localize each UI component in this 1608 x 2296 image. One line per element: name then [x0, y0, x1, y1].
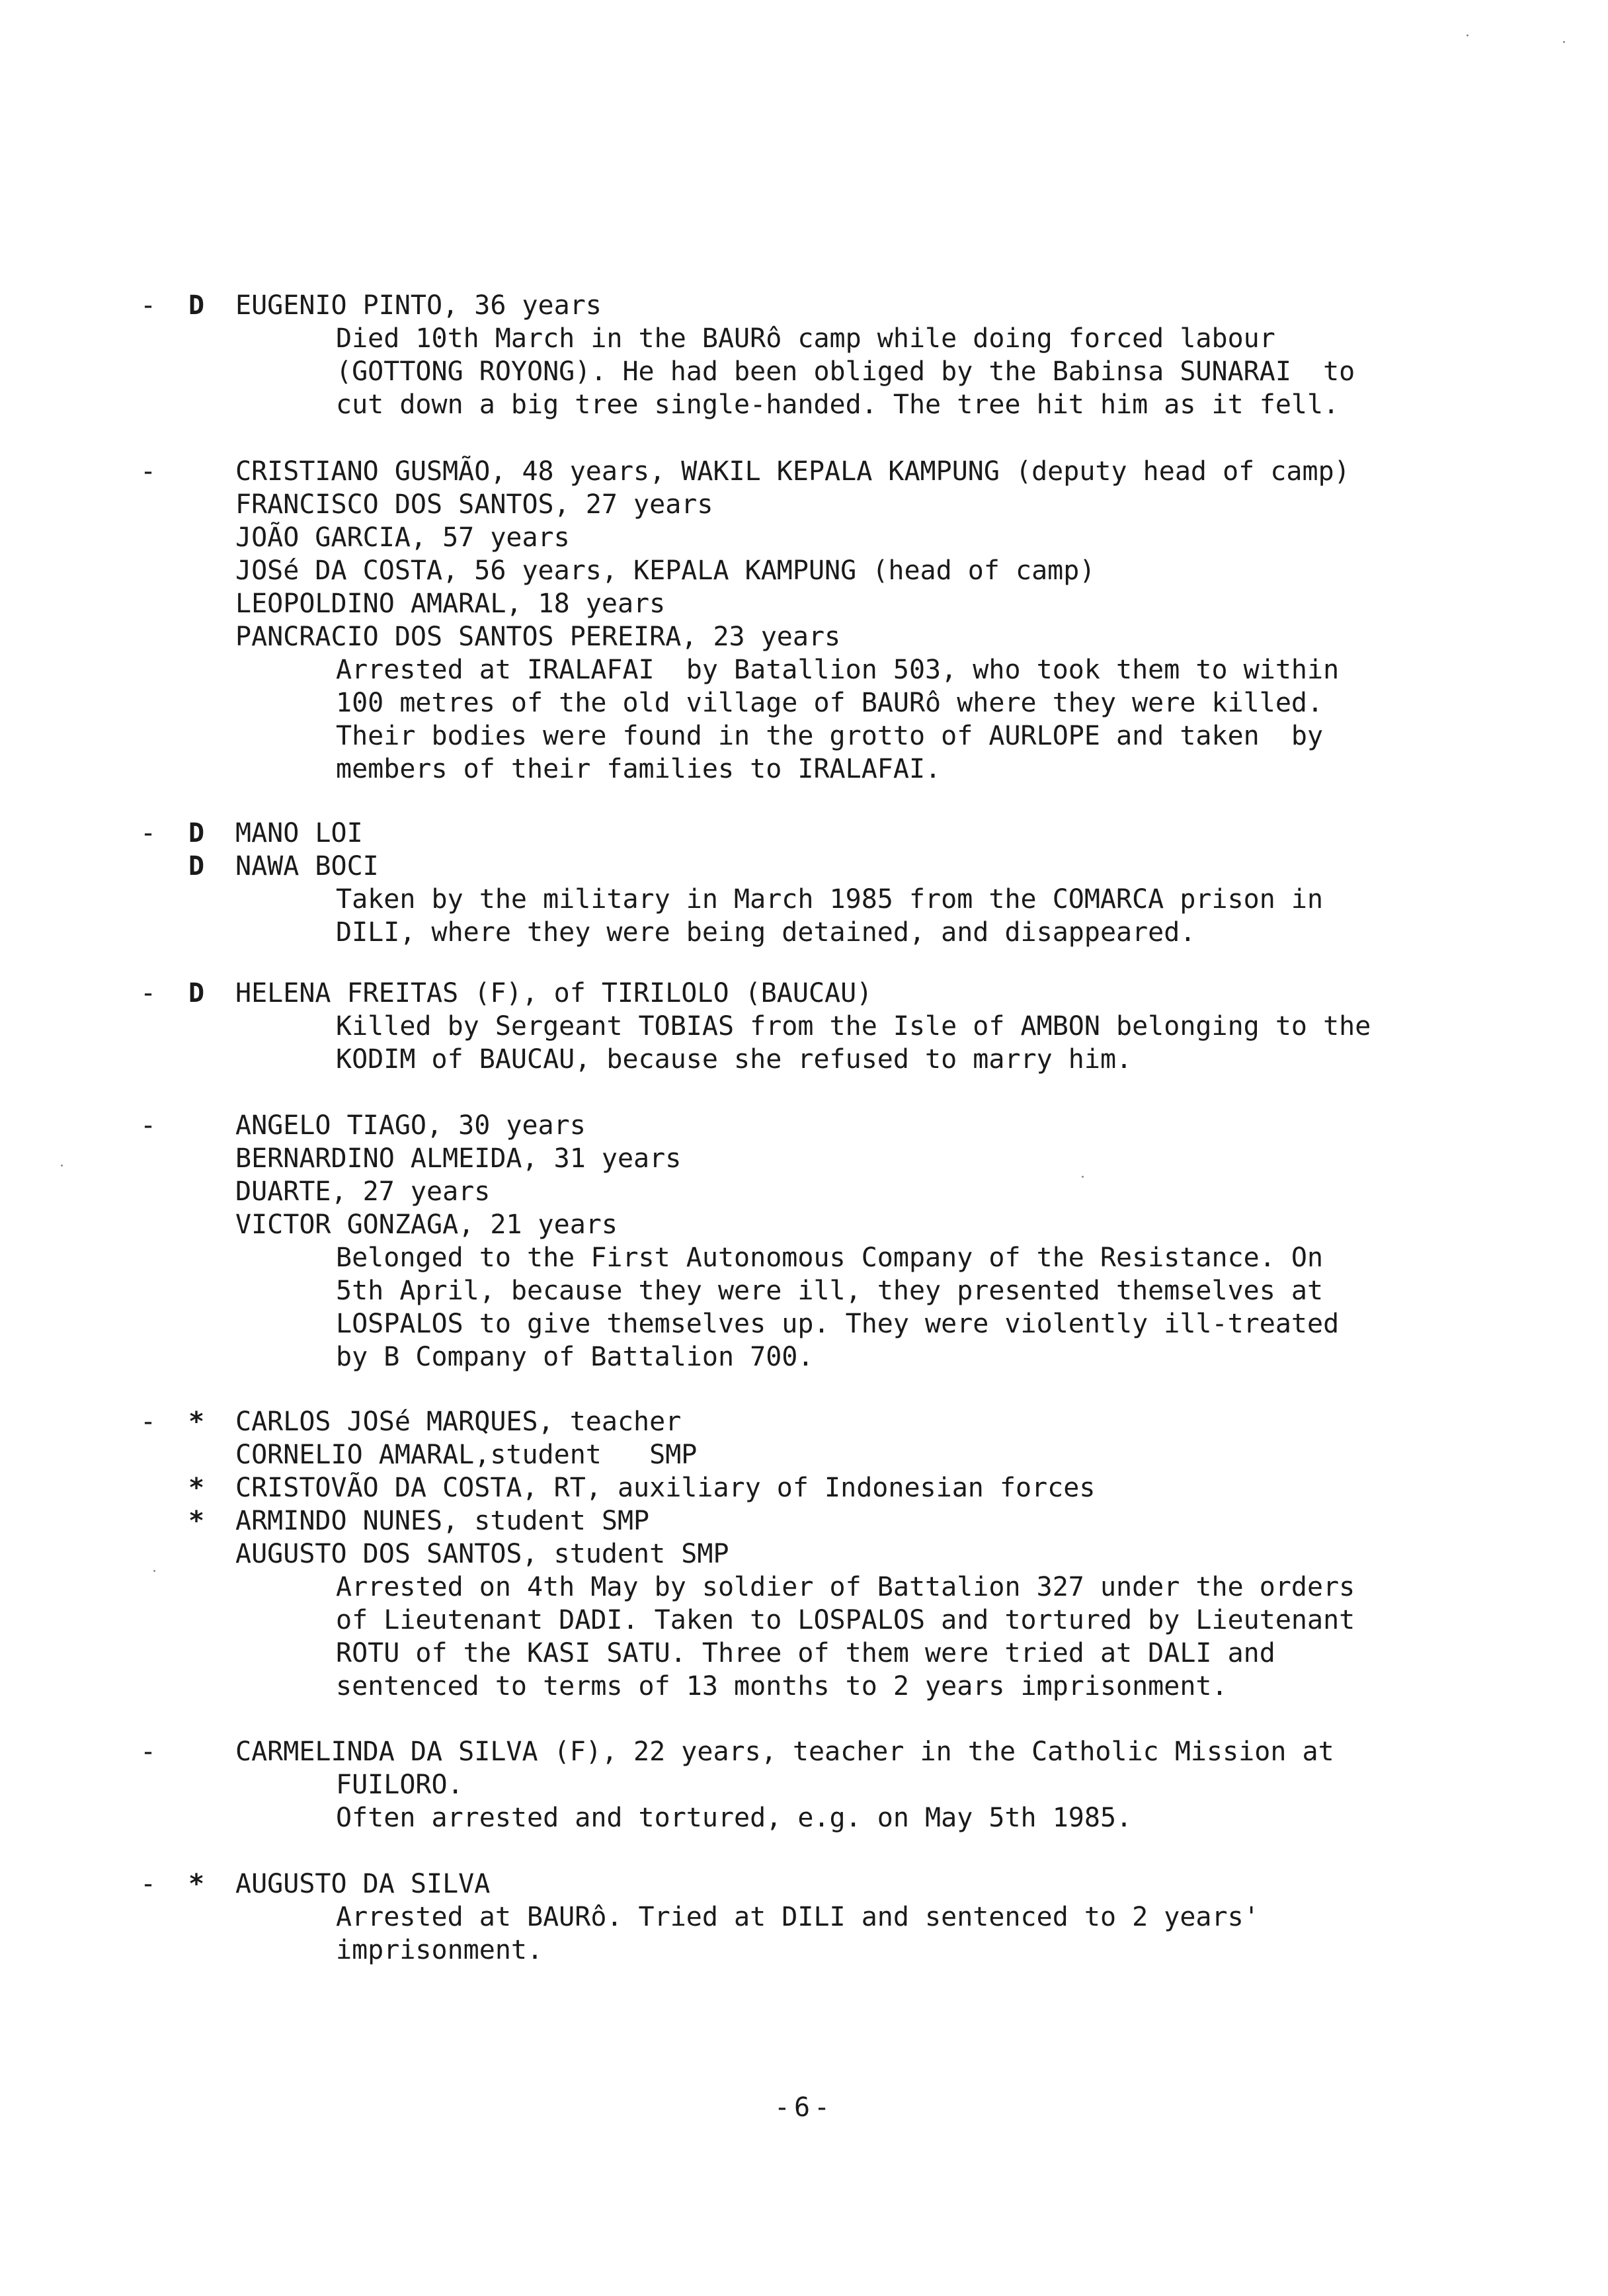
scan-speck — [1082, 1176, 1084, 1178]
person-name: JOÃO GARCIA, 57 years — [235, 522, 570, 553]
entry-dash: - — [140, 290, 157, 321]
page-number: -6- — [774, 2092, 834, 2123]
entry-description-line: DILI, where they were being detained, and disappeared. — [336, 917, 1196, 948]
entry-description-line: of Lieutenant DADI. Taken to LOSPALOS and tortured by Lieutenant — [336, 1605, 1355, 1635]
entry-description-line: FUILORO. — [336, 1770, 463, 1800]
entry-description-line: (GOTTONG ROYONG). He had been obliged by the Babinsa SUNARAI to — [336, 356, 1355, 387]
entry-description-line: Often arrested and tortured, e.g. on May 5th 1985. — [336, 1803, 1133, 1833]
tried-marker: * — [188, 1506, 205, 1536]
entry-description-line: Died 10th March in the BAURô camp while doing forced labour — [336, 323, 1275, 354]
person-name: AUGUSTO DA SILVA — [235, 1869, 491, 1899]
person-name: CARMELINDA DA SILVA (F), 22 years, teacher in the Catholic Mission at — [235, 1737, 1334, 1767]
death-marker: D — [188, 818, 205, 848]
entry-description-line: ROTU of the KASI SATU. Three of them were tried at DALI and — [336, 1638, 1275, 1668]
entry-dash: - — [140, 456, 157, 487]
tried-marker: * — [188, 1407, 205, 1437]
entry-dash: - — [140, 818, 157, 848]
person-name: EUGENIO PINTO, 36 years — [235, 290, 602, 321]
entry-dash: - — [140, 1869, 157, 1899]
entry-description-line: Arrested at IRALAFAI by Batallion 503, who took them to within — [336, 655, 1340, 685]
person-name: NAWA BOCI — [235, 851, 379, 882]
person-name: ANGELO TIAGO, 30 years — [235, 1110, 586, 1141]
scan-speck — [1563, 41, 1565, 43]
entry-dash: - — [140, 978, 157, 1008]
tried-marker: * — [188, 1473, 205, 1503]
death-marker: D — [188, 290, 205, 321]
person-name: PANCRACIO DOS SANTOS PEREIRA, 23 years — [235, 622, 841, 652]
person-name: CRISTOVÃO DA COSTA, RT, auxiliary of Indonesian forces — [235, 1473, 1096, 1503]
person-name: HELENA FREITAS (F), of TIRILOLO (BAUCAU) — [235, 978, 873, 1008]
entry-description-line: Taken by the military in March 1985 from the COMARCA prison in — [336, 884, 1324, 915]
entry-description-line: Belonged to the First Autonomous Company of the Resistance. On — [336, 1243, 1324, 1273]
person-name: AUGUSTO DOS SANTOS, student SMP — [235, 1539, 729, 1569]
scan-speck — [153, 1570, 155, 1572]
person-name: VICTOR GONZAGA, 21 years — [235, 1210, 618, 1240]
entry-dash: - — [140, 1407, 157, 1437]
death-marker: D — [188, 978, 205, 1008]
person-name: MANO LOI — [235, 818, 363, 848]
entry-description-line: Arrested on 4th May by soldier of Battalion 327 under the orders — [336, 1572, 1355, 1602]
entry-description-line: Killed by Sergeant TOBIAS from the Isle of AMBON belonging to the — [336, 1011, 1371, 1042]
entry-description-line: cut down a big tree single-handed. The tree hit him as it fell. — [336, 390, 1340, 420]
entry-dash: - — [140, 1110, 157, 1141]
person-name: FRANCISCO DOS SANTOS, 27 years — [235, 489, 713, 520]
person-name: DUARTE, 27 years — [235, 1176, 491, 1207]
scan-speck — [1467, 34, 1468, 36]
person-name: CORNELIO AMARAL,student SMP — [235, 1440, 698, 1470]
entry-description-line: 5th April, because they were ill, they presented themselves at — [336, 1276, 1324, 1306]
entry-description-line: imprisonment. — [336, 1935, 543, 1965]
death-marker: D — [188, 851, 205, 882]
entry-description-line: by B Company of Battalion 700. — [336, 1342, 814, 1372]
scan-speck — [61, 1165, 63, 1167]
entry-description-line: Arrested at BAURô. Tried at DILI and sentenced to 2 years' — [336, 1902, 1260, 1932]
entry-dash: - — [140, 1737, 157, 1767]
entry-description-line: LOSPALOS to give themselves up. They were violently ill-treated — [336, 1309, 1340, 1339]
person-name: CARLOS JOSé MARQUES, teacher — [235, 1407, 682, 1437]
entry-description-line: KODIM of BAUCAU, because she refused to marry him. — [336, 1044, 1133, 1075]
entry-description-line: members of their families to IRALAFAI. — [336, 754, 942, 784]
entry-description-line: Their bodies were found in the grotto of AURLOPE and taken by — [336, 721, 1324, 751]
tried-marker: * — [188, 1869, 205, 1899]
entry-description-line: 100 metres of the old village of BAURô where they were killed. — [336, 688, 1324, 718]
person-name: JOSé DA COSTA, 56 years, KEPALA KAMPUNG (head of camp) — [235, 555, 1096, 586]
person-name: LEOPOLDINO AMARAL, 18 years — [235, 589, 666, 619]
person-name: ARMINDO NUNES, student SMP — [235, 1506, 650, 1536]
person-name: BERNARDINO ALMEIDA, 31 years — [235, 1143, 682, 1174]
person-name: CRISTIANO GUSMÃO, 48 years, WAKIL KEPALA KAMPUNG (deputy head of camp) — [235, 456, 1350, 487]
entry-description-line: sentenced to terms of 13 months to 2 years imprisonment. — [336, 1671, 1228, 1702]
